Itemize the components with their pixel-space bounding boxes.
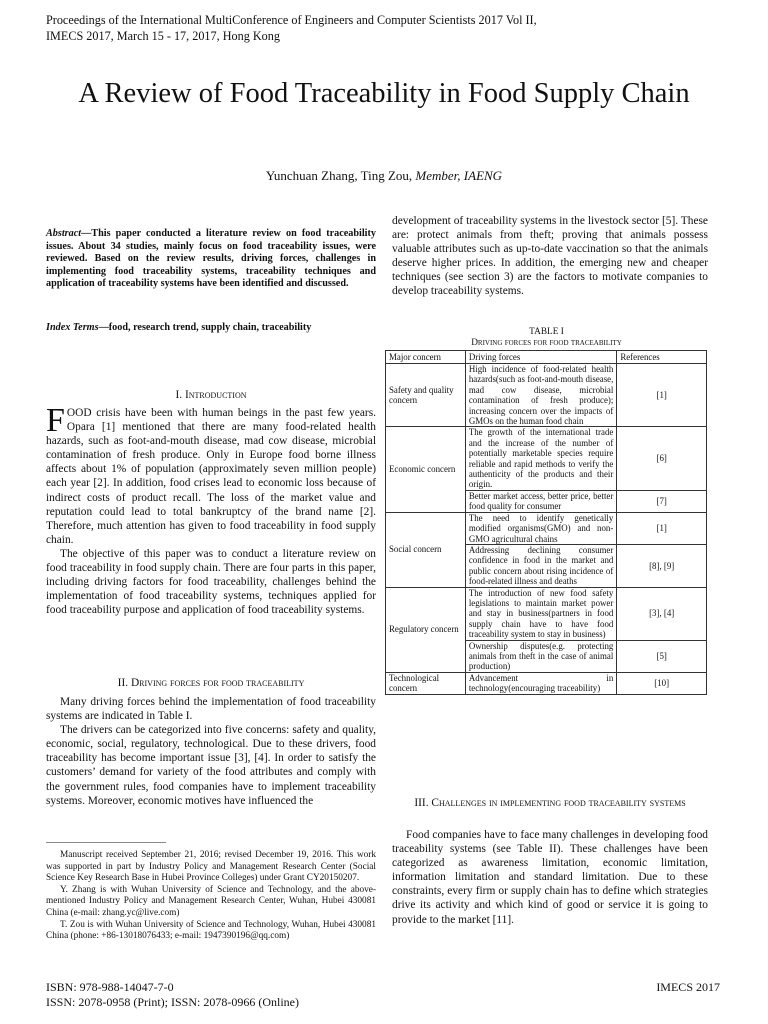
driving-forces-table (385, 350, 707, 695)
intro-paragraph-1-text: OOD crisis have been with human beings in the past few years. Opara [1] mentioned that there are many food-related health hazards, such as foot-and-mouth disease, mad cow disease, microbial contamination of fresh produce. Only in Europe food borne illness affects about 1% of population (approximately seven million people) each year [2]. In addition, food crises lead to economic loss because of indirect costs of product recall. The loss of the market value and reputation could lead to total bankruptcy of the brand name [2]. Therefore, much attention has given to food traceability in food supply chain. (46, 407, 376, 546)
abstract (46, 228, 376, 291)
footnote-1: Manuscript received September 21, 2016; revised December 19, 2016. This work was supported in part by Industry Policy and Management Research Center (Social Science Key Research Base in Hubei Province Colleges) under Grant CY20150207. (46, 850, 376, 884)
reference-cell: [6] (617, 427, 707, 490)
reference-cell: [7] (617, 490, 707, 512)
section-heading-driving-forces: II. Driving forces for food traceability (117, 677, 305, 689)
header-line-1: Proceedings of the International MultiConference of Engineers and Computer Scientists 2017 Vol II, (46, 13, 537, 27)
table-title: Driving forces for food traceability (471, 338, 622, 348)
index-terms-text: —food, research trend, supply chain, traceability (98, 322, 312, 333)
abstract-lead: Abstract (46, 228, 82, 239)
footnote-3: T. Zou is with Wuhan University of Science and Technology, Wuhan, Hubei 430081 China (phone: +86-13018076433; e-mail: 1947390196@qq.com) (46, 919, 376, 942)
concern-cell: Regulatory concern (386, 587, 466, 672)
reference-cell: [1] (617, 512, 707, 544)
table-header-cell: Driving forces (465, 351, 617, 364)
driving-paragraph-2: The drivers can be categorized into five concerns: safety and quality, economic, social, regulatory, technological. Due to these drivers, food traceability has become important issue [3], [4]. In order to satisfy the customers’ demand for variety of the food attributes and comply with the government rules, food companies have to implement traceability systems. Moreover, economic motives have influenced the (46, 724, 376, 807)
section-heading-challenges: III. Challenges in implementing food traceability systems (414, 797, 686, 809)
challenges-paragraph-1: Food companies have to face many challenges in developing food traceability systems (see Table II). These challenges have been categorized as awareness limitation, economic limitation, information limitation and standard limitation. Due to these constraints, every firm or supply chain has to define which strategies drive its activity and which kind of good or service it is going to provide to the market [11]. (392, 829, 708, 926)
table-row (386, 427, 707, 490)
table-row (386, 364, 707, 427)
header-line-2: IMECS 2017, March 15 - 17, 2017, Hong Kong (46, 29, 280, 43)
author-names: Yunchuan Zhang, Ting Zou, (265, 168, 413, 183)
table-header-cell: References (617, 351, 707, 364)
reference-cell: [8], [9] (617, 544, 707, 587)
driving-force-cell: Addressing declining consumer confidence in food in the market and public concern about rising incidence of food-related illness and deaths (465, 544, 617, 587)
challenges-body (392, 828, 708, 927)
reference-cell: [5] (617, 640, 707, 672)
concern-cell: Technological concern (386, 672, 466, 694)
driving-force-cell: The growth of the international trade and the increase of the number of potentially marketable species require reliable and rapid methods to verify the authenticity of the products and their origin. (465, 427, 617, 490)
paper-title: A Review of Food Traceability in Food Supply Chain (78, 78, 690, 109)
right-paragraph-1: development of traceability systems in the livestock sector [5]. These are: protect animals from theft; proving that animals possess valuable attributes such as up-to-date vaccination so that the animals deserve higher prices. In addition, the emerging new and cheaper techniques (see section 3) are the factors to motivate companies to develop traceability systems. (392, 215, 708, 298)
intro-paragraph-2: The objective of this paper was to conduct a literature review on food traceability in food supply chain. There are four parts in this paper, including driving factors for food traceability, challenges behind the implementation of food traceability systems, techniques applied for food traceability purpose and application of food traceability systems. (46, 547, 376, 617)
driving-forces-body (46, 695, 376, 808)
footnote-2: Y. Zhang is with Wuhan University of Science and Technology, and the above-mentioned Industry Policy and Management Research Center, Wuhan, Hubei 430081 China (e-mail: zhang.yc@live.com) (46, 884, 376, 918)
driving-force-cell: Advancement in technology(encouraging traceability) (465, 672, 617, 694)
concern-cell: Social concern (386, 512, 466, 587)
footer-isbn: ISBN: 978-988-14047-7-0 (46, 980, 174, 994)
driving-force-cell: High incidence of food-related health hazards(such as foot-and-mouth disease, mad cow disease, microbial contamination of fresh produce); increasing concern over the impacts of GMOs on the human food chain (465, 364, 617, 427)
table-row (386, 587, 707, 640)
footnote-divider (46, 842, 166, 843)
table-header-row (386, 351, 707, 364)
driving-force-cell: The need to identify genetically modified organisms(GMO) and non-GMO agricultural chains (465, 512, 617, 544)
author-line (0, 168, 768, 184)
footer-conference: IMECS 2017 (656, 980, 720, 994)
driving-paragraph-1: Many driving forces behind the implementation of food traceability systems are indicated in Table I. (46, 696, 376, 723)
reference-cell: [10] (617, 672, 707, 694)
intro-paragraph-1 (46, 402, 376, 547)
table-row (386, 512, 707, 544)
table-caption (385, 327, 708, 349)
abstract-text: —This paper conducted a literature review on food traceability issues. About 34 studies, mainly focus on food traceability issues, were reviewed. Based on the review results, driving forces, challenges in implementing food traceability systems, traceability techniques and application of traceability systems have been identified and discussed. (46, 228, 376, 290)
index-terms-lead: Index Terms (46, 322, 99, 333)
reference-cell: [3], [4] (617, 587, 707, 640)
footer-issn: ISSN: 2078-0958 (Print); ISSN: 2078-0966 (Online) (46, 995, 299, 1009)
dropcap: F (46, 402, 65, 439)
footer-identifiers (46, 980, 299, 1010)
author-role: Member, IAENG (415, 168, 503, 183)
concern-cell: Economic concern (386, 427, 466, 512)
table-label: TABLE I (529, 327, 564, 337)
driving-force-cell: The introduction of new food safety legislations to maintain market power and stay in business(partners in food supply chain have to have food traceability system to stay in business) (465, 587, 617, 640)
proceedings-header (46, 12, 537, 44)
footnotes (46, 850, 376, 943)
section-heading-introduction: I. Introduction (175, 389, 247, 401)
index-terms (46, 322, 376, 335)
driving-force-cell: Ownership disputes(e.g. protecting animals from theft in the case of animal production) (465, 640, 617, 672)
right-column-intro (392, 214, 708, 299)
driving-force-cell: Better market access, better price, better food quality for consumer (465, 490, 617, 512)
introduction-body (46, 402, 376, 617)
concern-cell: Safety and quality concern (386, 364, 466, 427)
table-header-cell: Major concern (386, 351, 466, 364)
table-row (386, 672, 707, 694)
reference-cell: [1] (617, 364, 707, 427)
